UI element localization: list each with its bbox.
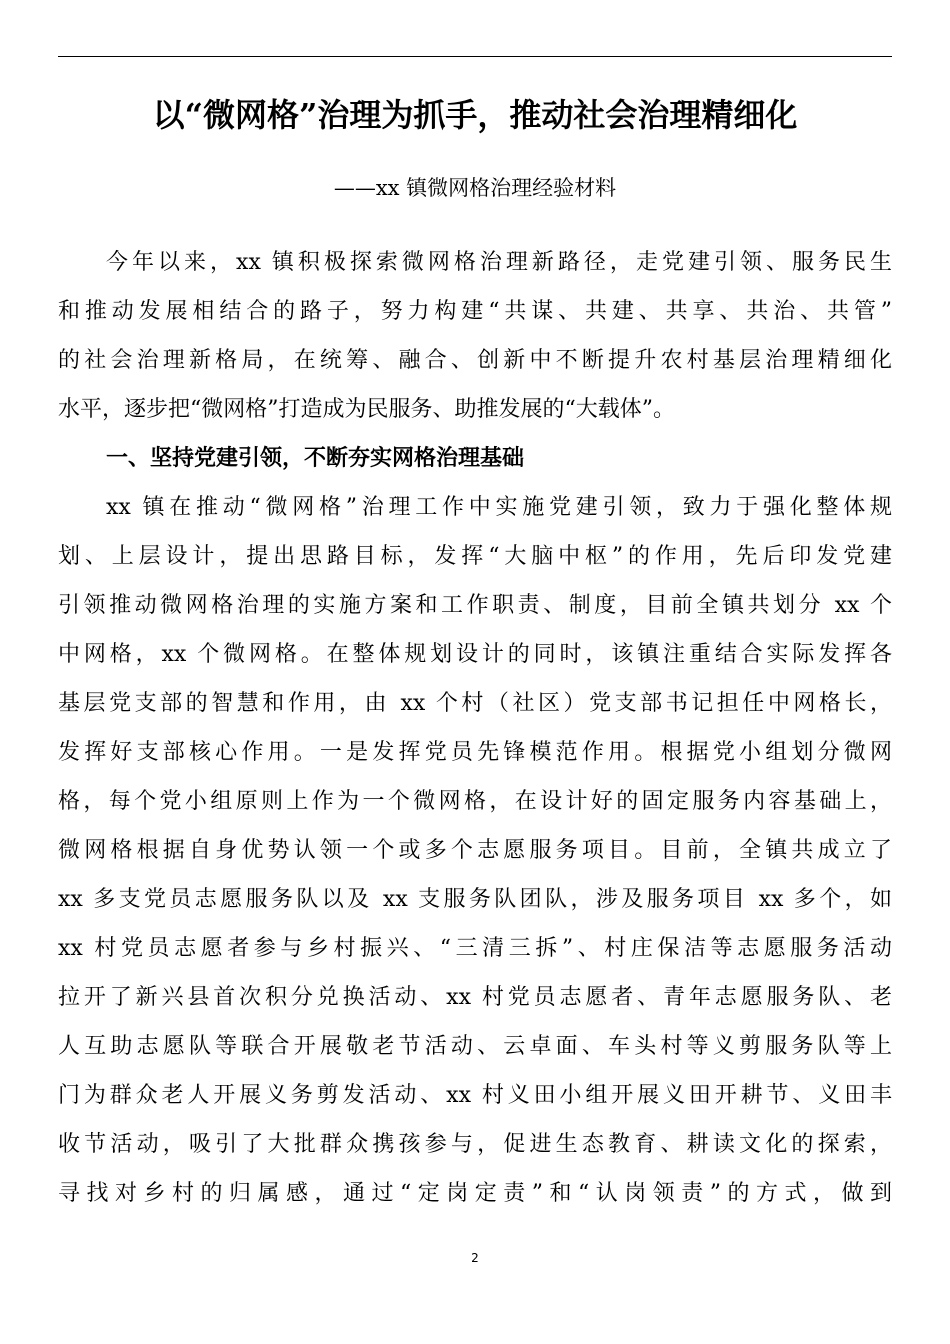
page-number: 2 <box>471 1251 479 1265</box>
paragraph-line: 发挥好支部核心作用。一是发挥党员先锋模范作用。根据党小组划分微网 <box>58 740 892 765</box>
paragraph-line: 中网格，xx 个微网格。在整体规划设计的同时，该镇注重结合实际发挥各 <box>58 642 892 667</box>
document-title: 以“微网格”治理为抓手，推动社会治理精细化 <box>152 96 798 134</box>
paragraph-line: 拉开了新兴县首次积分兑换活动、xx 村党员志愿者、青年志愿服务队、老 <box>58 985 892 1010</box>
paragraph-line: 的社会治理新格局，在统筹、融合、创新中不断提升农村基层治理精细化 <box>58 348 892 373</box>
paragraph-line: 人互助志愿队等联合开展敬老节活动、云卓面、车头村等义剪服务队等上 <box>58 1034 892 1059</box>
paragraph-1 <box>58 238 892 434</box>
paragraph-line: 和推动发展相结合的路子，努力构建“共谋、共建、共享、共治、共管” <box>58 299 892 324</box>
paragraph-line: 格，每个党小组原则上作为一个微网格，在设计好的固定服务内容基础上， <box>58 789 892 814</box>
document-body <box>58 238 892 1218</box>
paragraph-line: 引领推动微网格治理的实施方案和工作职责、制度，目前全镇共划分 xx 个 <box>58 593 892 618</box>
paragraph-line: 今年以来，xx 镇积极探索微网格治理新路径，走党建引领、服务民生 <box>106 250 892 275</box>
paragraph-2 <box>58 483 892 1218</box>
paragraph-line: 基层党支部的智慧和作用，由 xx 个村（社区）党支部书记担任中网格长， <box>58 691 892 716</box>
paragraph-line: 水平，逐步把“微网格”打造成为民服务、助推发展的“大载体”。 <box>58 397 675 422</box>
paragraph-line: 收节活动，吸引了大批群众携孩参与，促进生态教育、耕读文化的探索， <box>58 1132 892 1157</box>
header-rule <box>58 56 892 57</box>
section-heading: 一、坚持党建引领，不断夯实网格治理基础 <box>106 446 525 471</box>
paragraph-line: 微网格根据自身优势认领一个或多个志愿服务项目。目前，全镇共成立了 <box>58 838 892 863</box>
paragraph-line: 寻找对乡村的归属感，通过“定岗定责”和“认岗领责”的方式，做到 <box>58 1181 892 1206</box>
paragraph-line: xx 村党员志愿者参与乡村振兴、“三清三拆”、村庄保洁等志愿服务活动 <box>58 936 892 961</box>
paragraph-line: xx 多支党员志愿服务队以及 xx 支服务队团队，涉及服务项目 xx 多个，如 <box>58 887 892 912</box>
document-subtitle: ——xx 镇微网格治理经验材料 <box>333 176 617 200</box>
paragraph-line: 门为群众老人开展义务剪发活动、xx 村义田小组开展义田开耕节、义田丰 <box>58 1083 892 1108</box>
paragraph-line: xx 镇在推动“微网格”治理工作中实施党建引领，致力于强化整体规 <box>106 495 892 520</box>
paragraph-line: 划、上层设计，提出思路目标，发挥“大脑中枢”的作用，先后印发党建 <box>58 544 892 569</box>
